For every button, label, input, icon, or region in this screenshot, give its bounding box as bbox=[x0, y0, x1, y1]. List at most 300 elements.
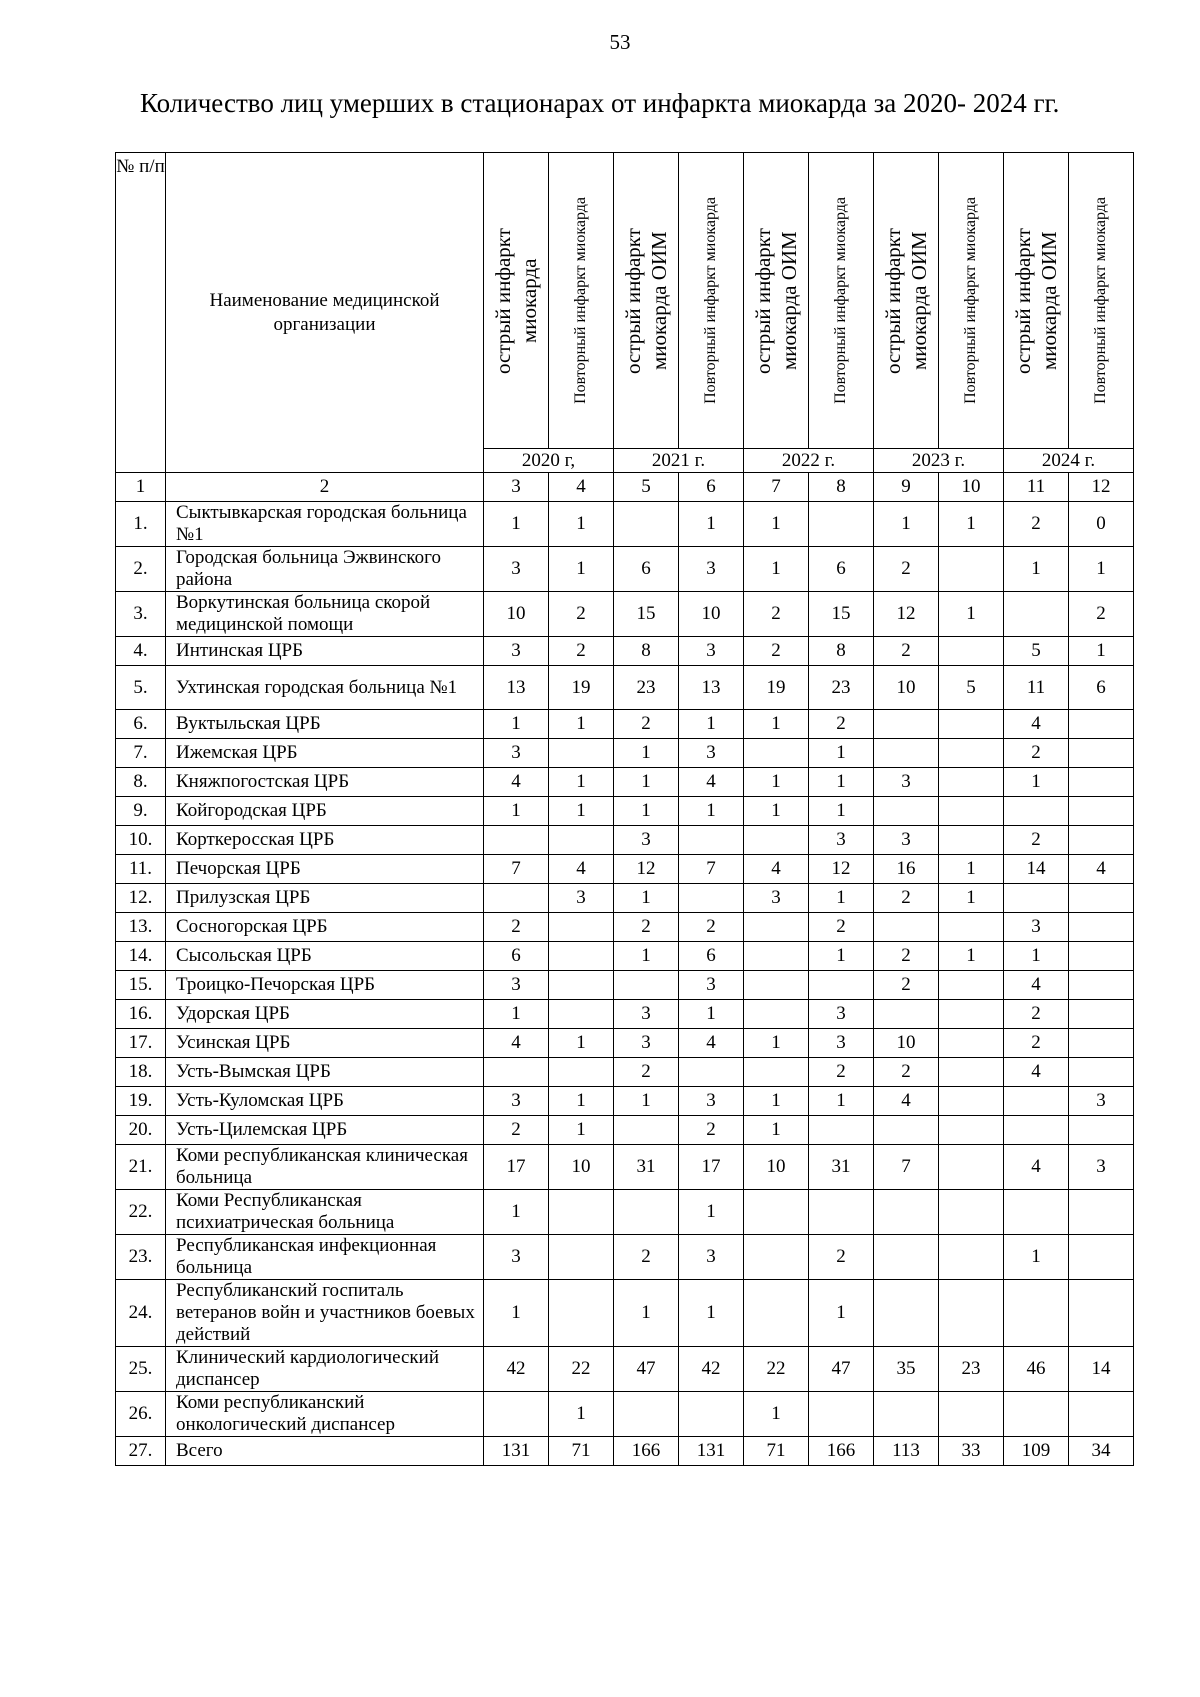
value-cell: 1 bbox=[549, 547, 614, 592]
column-number: 8 bbox=[809, 473, 874, 502]
value-cell bbox=[744, 942, 809, 971]
value-cell: 23 bbox=[809, 666, 874, 710]
value-cell: 1 bbox=[874, 502, 939, 547]
value-cell: 1 bbox=[809, 739, 874, 768]
organization-name: Ижемская ЦРБ bbox=[166, 739, 484, 768]
value-cell: 6 bbox=[809, 547, 874, 592]
value-cell: 3 bbox=[1004, 913, 1069, 942]
organization-name: Печорская ЦРБ bbox=[166, 855, 484, 884]
value-cell: 1 bbox=[679, 1190, 744, 1235]
value-cell: 1 bbox=[549, 1087, 614, 1116]
value-cell bbox=[1069, 1058, 1134, 1087]
header-col-label: острый инфаркт миокарда ОИМ bbox=[1011, 227, 1061, 374]
page-number: 53 bbox=[609, 30, 631, 54]
header-col-7 bbox=[744, 153, 809, 449]
value-cell bbox=[1069, 797, 1134, 826]
value-cell bbox=[1069, 913, 1134, 942]
organization-name: Троицко-Печорская ЦРБ bbox=[166, 971, 484, 1000]
organization-name: Республиканский госпиталь ветеранов войн и участников боевых действий bbox=[166, 1280, 484, 1347]
value-cell: 3 bbox=[484, 1087, 549, 1116]
value-cell bbox=[1069, 826, 1134, 855]
value-cell bbox=[549, 942, 614, 971]
row-number: 1. bbox=[116, 502, 166, 547]
row-number: 7. bbox=[116, 739, 166, 768]
header-col-label: острый инфаркт миокарда ОИМ bbox=[751, 227, 801, 374]
value-cell: 1 bbox=[744, 768, 809, 797]
value-cell bbox=[809, 1116, 874, 1145]
value-cell: 1 bbox=[939, 884, 1004, 913]
organization-name: Городская больница Эжвинского района bbox=[166, 547, 484, 592]
value-cell: 1 bbox=[484, 1280, 549, 1347]
value-cell: 17 bbox=[679, 1145, 744, 1190]
column-number: 4 bbox=[549, 473, 614, 502]
table-row bbox=[116, 942, 1134, 971]
value-cell: 16 bbox=[874, 855, 939, 884]
row-number: 4. bbox=[116, 637, 166, 666]
value-cell bbox=[939, 710, 1004, 739]
value-cell: 2 bbox=[549, 637, 614, 666]
value-cell: 35 bbox=[874, 1347, 939, 1392]
organization-name: Усинская ЦРБ bbox=[166, 1029, 484, 1058]
organization-name: Сысольская ЦРБ bbox=[166, 942, 484, 971]
value-cell: 13 bbox=[679, 666, 744, 710]
value-cell: 10 bbox=[744, 1145, 809, 1190]
value-cell bbox=[1069, 768, 1134, 797]
organization-name: Удорская ЦРБ bbox=[166, 1000, 484, 1029]
header-col-9 bbox=[874, 153, 939, 449]
value-cell: 19 bbox=[549, 666, 614, 710]
value-cell: 2 bbox=[874, 971, 939, 1000]
row-number: 18. bbox=[116, 1058, 166, 1087]
value-cell: 10 bbox=[484, 592, 549, 637]
row-number: 9. bbox=[116, 797, 166, 826]
value-cell: 34 bbox=[1069, 1437, 1134, 1466]
value-cell: 2 bbox=[809, 1058, 874, 1087]
value-cell: 2 bbox=[679, 913, 744, 942]
column-number: 3 bbox=[484, 473, 549, 502]
value-cell bbox=[939, 768, 1004, 797]
table-row bbox=[116, 1145, 1134, 1190]
header-col-label: острый инфаркт миокарда bbox=[491, 227, 541, 374]
value-cell bbox=[874, 1392, 939, 1437]
row-number: 23. bbox=[116, 1235, 166, 1280]
value-cell: 1 bbox=[549, 768, 614, 797]
value-cell bbox=[614, 1392, 679, 1437]
value-cell: 1 bbox=[614, 1280, 679, 1347]
value-cell bbox=[939, 1087, 1004, 1116]
table-row bbox=[116, 502, 1134, 547]
value-cell: 1 bbox=[1069, 637, 1134, 666]
column-number-row bbox=[116, 473, 1134, 502]
row-number: 25. bbox=[116, 1347, 166, 1392]
value-cell bbox=[874, 710, 939, 739]
value-cell: 0 bbox=[1069, 502, 1134, 547]
value-cell bbox=[874, 739, 939, 768]
value-cell: 2 bbox=[744, 637, 809, 666]
header-col-label: Повторный инфаркт миокарда bbox=[962, 197, 979, 404]
value-cell: 3 bbox=[679, 1087, 744, 1116]
value-cell: 4 bbox=[1004, 971, 1069, 1000]
value-cell: 11 bbox=[1004, 666, 1069, 710]
value-cell: 6 bbox=[614, 547, 679, 592]
value-cell: 2 bbox=[1004, 1029, 1069, 1058]
value-cell bbox=[1004, 1087, 1069, 1116]
header-col-5 bbox=[614, 153, 679, 449]
value-cell: 3 bbox=[809, 1029, 874, 1058]
header-col-label: острый инфаркт миокарда ОИМ bbox=[881, 227, 931, 374]
organization-name: Вуктыльская ЦРБ bbox=[166, 710, 484, 739]
value-cell: 1 bbox=[1004, 942, 1069, 971]
value-cell bbox=[939, 971, 1004, 1000]
value-cell: 3 bbox=[874, 826, 939, 855]
value-cell: 1 bbox=[1004, 768, 1069, 797]
value-cell: 1 bbox=[614, 942, 679, 971]
value-cell bbox=[1004, 1280, 1069, 1347]
value-cell: 3 bbox=[809, 1000, 874, 1029]
table-row bbox=[116, 1087, 1134, 1116]
table-row bbox=[116, 1000, 1134, 1029]
value-cell bbox=[1004, 884, 1069, 913]
table-row bbox=[116, 1058, 1134, 1087]
table-row bbox=[116, 855, 1134, 884]
value-cell bbox=[549, 739, 614, 768]
value-cell bbox=[939, 739, 1004, 768]
value-cell: 1 bbox=[484, 710, 549, 739]
value-cell: 6 bbox=[484, 942, 549, 971]
organization-name: Клинический кардиологический диспансер bbox=[166, 1347, 484, 1392]
value-cell: 19 bbox=[744, 666, 809, 710]
value-cell bbox=[1069, 710, 1134, 739]
value-cell: 17 bbox=[484, 1145, 549, 1190]
value-cell: 1 bbox=[744, 1087, 809, 1116]
row-number: 26. bbox=[116, 1392, 166, 1437]
organization-name: Интинская ЦРБ bbox=[166, 637, 484, 666]
value-cell: 1 bbox=[549, 1392, 614, 1437]
value-cell bbox=[1069, 1235, 1134, 1280]
value-cell bbox=[874, 1000, 939, 1029]
value-cell bbox=[1004, 1392, 1069, 1437]
value-cell: 12 bbox=[809, 855, 874, 884]
column-number: 7 bbox=[744, 473, 809, 502]
value-cell: 10 bbox=[549, 1145, 614, 1190]
value-cell: 1 bbox=[614, 739, 679, 768]
value-cell bbox=[939, 1280, 1004, 1347]
table-row bbox=[116, 547, 1134, 592]
value-cell: 6 bbox=[679, 942, 744, 971]
value-cell: 1 bbox=[939, 592, 1004, 637]
value-cell: 3 bbox=[614, 1029, 679, 1058]
value-cell: 42 bbox=[484, 1347, 549, 1392]
value-cell bbox=[744, 1235, 809, 1280]
value-cell: 2 bbox=[874, 942, 939, 971]
value-cell: 7 bbox=[679, 855, 744, 884]
value-cell bbox=[549, 1058, 614, 1087]
value-cell bbox=[484, 826, 549, 855]
value-cell: 4 bbox=[484, 1029, 549, 1058]
value-cell: 3 bbox=[874, 768, 939, 797]
header-col-10 bbox=[939, 153, 1004, 449]
value-cell: 13 bbox=[484, 666, 549, 710]
table-row bbox=[116, 826, 1134, 855]
value-cell: 3 bbox=[484, 739, 549, 768]
row-number: 19. bbox=[116, 1087, 166, 1116]
value-cell: 4 bbox=[1004, 1058, 1069, 1087]
value-cell bbox=[939, 1392, 1004, 1437]
value-cell: 8 bbox=[809, 637, 874, 666]
column-number: 2 bbox=[166, 473, 484, 502]
value-cell bbox=[1069, 942, 1134, 971]
value-cell bbox=[1069, 1280, 1134, 1347]
value-cell: 3 bbox=[1069, 1145, 1134, 1190]
value-cell: 3 bbox=[549, 884, 614, 913]
row-number: 5. bbox=[116, 666, 166, 710]
value-cell: 1 bbox=[744, 1029, 809, 1058]
row-number: 22. bbox=[116, 1190, 166, 1235]
header-name: Наименование медицинской организации bbox=[166, 153, 484, 473]
row-number: 27. bbox=[116, 1437, 166, 1466]
value-cell bbox=[484, 884, 549, 913]
value-cell: 113 bbox=[874, 1437, 939, 1466]
organization-name: Коми республиканская клиническая больница bbox=[166, 1145, 484, 1190]
value-cell: 3 bbox=[484, 637, 549, 666]
value-cell: 10 bbox=[874, 1029, 939, 1058]
value-cell bbox=[809, 502, 874, 547]
value-cell: 7 bbox=[874, 1145, 939, 1190]
value-cell: 15 bbox=[809, 592, 874, 637]
value-cell: 7 bbox=[484, 855, 549, 884]
value-cell bbox=[614, 971, 679, 1000]
organization-name: Прилузская ЦРБ bbox=[166, 884, 484, 913]
value-cell: 2 bbox=[549, 592, 614, 637]
value-cell: 3 bbox=[614, 826, 679, 855]
table-row bbox=[116, 637, 1134, 666]
row-number: 24. bbox=[116, 1280, 166, 1347]
value-cell bbox=[679, 1392, 744, 1437]
value-cell: 47 bbox=[809, 1347, 874, 1392]
value-cell: 23 bbox=[939, 1347, 1004, 1392]
value-cell bbox=[1069, 1190, 1134, 1235]
value-cell: 1 bbox=[614, 768, 679, 797]
value-cell: 2 bbox=[809, 1235, 874, 1280]
value-cell bbox=[549, 971, 614, 1000]
value-cell: 1 bbox=[484, 797, 549, 826]
header-col-12 bbox=[1069, 153, 1134, 449]
value-cell bbox=[1069, 1392, 1134, 1437]
header-num: № п/п bbox=[116, 153, 166, 473]
organization-name: Койгородская ЦРБ bbox=[166, 797, 484, 826]
value-cell: 1 bbox=[549, 1029, 614, 1058]
value-cell: 3 bbox=[484, 1235, 549, 1280]
value-cell: 2 bbox=[874, 1058, 939, 1087]
value-cell bbox=[549, 826, 614, 855]
value-cell bbox=[939, 1029, 1004, 1058]
row-number: 13. bbox=[116, 913, 166, 942]
value-cell bbox=[549, 1000, 614, 1029]
organization-name: Воркутинская больница скорой медицинской помощи bbox=[166, 592, 484, 637]
value-cell: 2 bbox=[874, 637, 939, 666]
column-number: 5 bbox=[614, 473, 679, 502]
value-cell: 109 bbox=[1004, 1437, 1069, 1466]
value-cell bbox=[484, 1392, 549, 1437]
value-cell: 1 bbox=[484, 1000, 549, 1029]
header-col-6 bbox=[679, 153, 744, 449]
value-cell: 2 bbox=[874, 547, 939, 592]
value-cell: 2 bbox=[679, 1116, 744, 1145]
value-cell bbox=[939, 797, 1004, 826]
value-cell bbox=[1004, 592, 1069, 637]
value-cell bbox=[1069, 884, 1134, 913]
table-row bbox=[116, 1392, 1134, 1437]
value-cell: 3 bbox=[1069, 1087, 1134, 1116]
value-cell: 3 bbox=[679, 739, 744, 768]
row-number: 12. bbox=[116, 884, 166, 913]
value-cell: 1 bbox=[614, 797, 679, 826]
row-number: 8. bbox=[116, 768, 166, 797]
organization-name: Республиканская инфекционная больница bbox=[166, 1235, 484, 1280]
value-cell bbox=[939, 637, 1004, 666]
organization-name: Усть-Вымская ЦРБ bbox=[166, 1058, 484, 1087]
row-number: 10. bbox=[116, 826, 166, 855]
organization-name: Корткеросская ЦРБ bbox=[166, 826, 484, 855]
value-cell: 12 bbox=[874, 592, 939, 637]
header-col-8 bbox=[809, 153, 874, 449]
row-number: 11. bbox=[116, 855, 166, 884]
value-cell bbox=[549, 1235, 614, 1280]
column-number: 1 bbox=[116, 473, 166, 502]
value-cell: 1 bbox=[939, 855, 1004, 884]
table-row bbox=[116, 739, 1134, 768]
value-cell: 4 bbox=[1004, 1145, 1069, 1190]
value-cell: 1 bbox=[549, 710, 614, 739]
table-row bbox=[116, 1437, 1134, 1466]
document-title: Количество лиц умерших в стационарах от инфаркта миокарда за 2020- 2024 гг. bbox=[140, 88, 1060, 118]
value-cell: 71 bbox=[549, 1437, 614, 1466]
value-cell bbox=[809, 1190, 874, 1235]
value-cell bbox=[549, 1280, 614, 1347]
value-cell: 1 bbox=[1004, 547, 1069, 592]
value-cell: 23 bbox=[614, 666, 679, 710]
value-cell: 2 bbox=[614, 913, 679, 942]
year-2024: 2024 г. bbox=[1004, 449, 1134, 473]
value-cell: 42 bbox=[679, 1347, 744, 1392]
organization-name: Сосногорская ЦРБ bbox=[166, 913, 484, 942]
column-number: 9 bbox=[874, 473, 939, 502]
value-cell bbox=[614, 1116, 679, 1145]
value-cell: 1 bbox=[809, 768, 874, 797]
value-cell: 1 bbox=[744, 547, 809, 592]
value-cell bbox=[1004, 1190, 1069, 1235]
value-cell: 1 bbox=[744, 710, 809, 739]
table-row bbox=[116, 1190, 1134, 1235]
value-cell bbox=[744, 826, 809, 855]
value-cell: 2 bbox=[484, 913, 549, 942]
table-row bbox=[116, 884, 1134, 913]
table-row bbox=[116, 666, 1134, 710]
value-cell: 3 bbox=[679, 1235, 744, 1280]
value-cell: 1 bbox=[549, 502, 614, 547]
value-cell: 1 bbox=[1069, 547, 1134, 592]
value-cell bbox=[809, 1392, 874, 1437]
value-cell: 2 bbox=[1004, 1000, 1069, 1029]
value-cell bbox=[874, 797, 939, 826]
value-cell: 4 bbox=[549, 855, 614, 884]
value-cell: 3 bbox=[809, 826, 874, 855]
value-cell bbox=[939, 1000, 1004, 1029]
year-2021: 2021 г. bbox=[614, 449, 744, 473]
value-cell: 4 bbox=[679, 1029, 744, 1058]
organization-name: Усть-Куломская ЦРБ bbox=[166, 1087, 484, 1116]
value-cell bbox=[809, 971, 874, 1000]
value-cell: 131 bbox=[679, 1437, 744, 1466]
table-row bbox=[116, 1280, 1134, 1347]
value-cell: 1 bbox=[809, 797, 874, 826]
value-cell bbox=[1069, 971, 1134, 1000]
value-cell: 1 bbox=[939, 502, 1004, 547]
value-cell: 1 bbox=[809, 1087, 874, 1116]
value-cell: 12 bbox=[614, 855, 679, 884]
value-cell: 2 bbox=[484, 1116, 549, 1145]
value-cell: 3 bbox=[679, 637, 744, 666]
value-cell: 14 bbox=[1069, 1347, 1134, 1392]
table-row bbox=[116, 913, 1134, 942]
value-cell: 3 bbox=[744, 884, 809, 913]
row-number: 17. bbox=[116, 1029, 166, 1058]
value-cell bbox=[1069, 1029, 1134, 1058]
value-cell: 1 bbox=[614, 884, 679, 913]
value-cell: 1 bbox=[484, 1190, 549, 1235]
organization-name: Коми Республиканская психиатрическая больница bbox=[166, 1190, 484, 1235]
value-cell bbox=[744, 1000, 809, 1029]
organization-name: Коми республиканский онкологический диспансер bbox=[166, 1392, 484, 1437]
column-number: 6 bbox=[679, 473, 744, 502]
organization-name: Княжпогостская ЦРБ bbox=[166, 768, 484, 797]
value-cell: 2 bbox=[1069, 592, 1134, 637]
value-cell bbox=[874, 1280, 939, 1347]
value-cell: 3 bbox=[484, 547, 549, 592]
value-cell bbox=[939, 547, 1004, 592]
value-cell: 2 bbox=[614, 1058, 679, 1087]
value-cell: 2 bbox=[1004, 502, 1069, 547]
table-row bbox=[116, 797, 1134, 826]
value-cell: 4 bbox=[1004, 710, 1069, 739]
value-cell: 3 bbox=[484, 971, 549, 1000]
value-cell bbox=[679, 826, 744, 855]
row-number: 14. bbox=[116, 942, 166, 971]
year-2023: 2023 г. bbox=[874, 449, 1004, 473]
value-cell: 1 bbox=[614, 1087, 679, 1116]
value-cell: 1 bbox=[744, 1392, 809, 1437]
column-number: 10 bbox=[939, 473, 1004, 502]
table-row bbox=[116, 768, 1134, 797]
value-cell: 1 bbox=[939, 942, 1004, 971]
table-row bbox=[116, 971, 1134, 1000]
value-cell: 3 bbox=[679, 971, 744, 1000]
value-cell: 166 bbox=[809, 1437, 874, 1466]
value-cell: 22 bbox=[744, 1347, 809, 1392]
value-cell bbox=[939, 1145, 1004, 1190]
year-2020: 2020 г, bbox=[484, 449, 614, 473]
value-cell bbox=[939, 1116, 1004, 1145]
value-cell: 5 bbox=[1004, 637, 1069, 666]
value-cell: 46 bbox=[1004, 1347, 1069, 1392]
row-number: 20. bbox=[116, 1116, 166, 1145]
value-cell bbox=[744, 913, 809, 942]
row-number: 2. bbox=[116, 547, 166, 592]
header-col-label: Повторный инфаркт миокарда bbox=[832, 197, 849, 404]
table-row bbox=[116, 1029, 1134, 1058]
value-cell bbox=[1069, 1116, 1134, 1145]
value-cell: 4 bbox=[874, 1087, 939, 1116]
